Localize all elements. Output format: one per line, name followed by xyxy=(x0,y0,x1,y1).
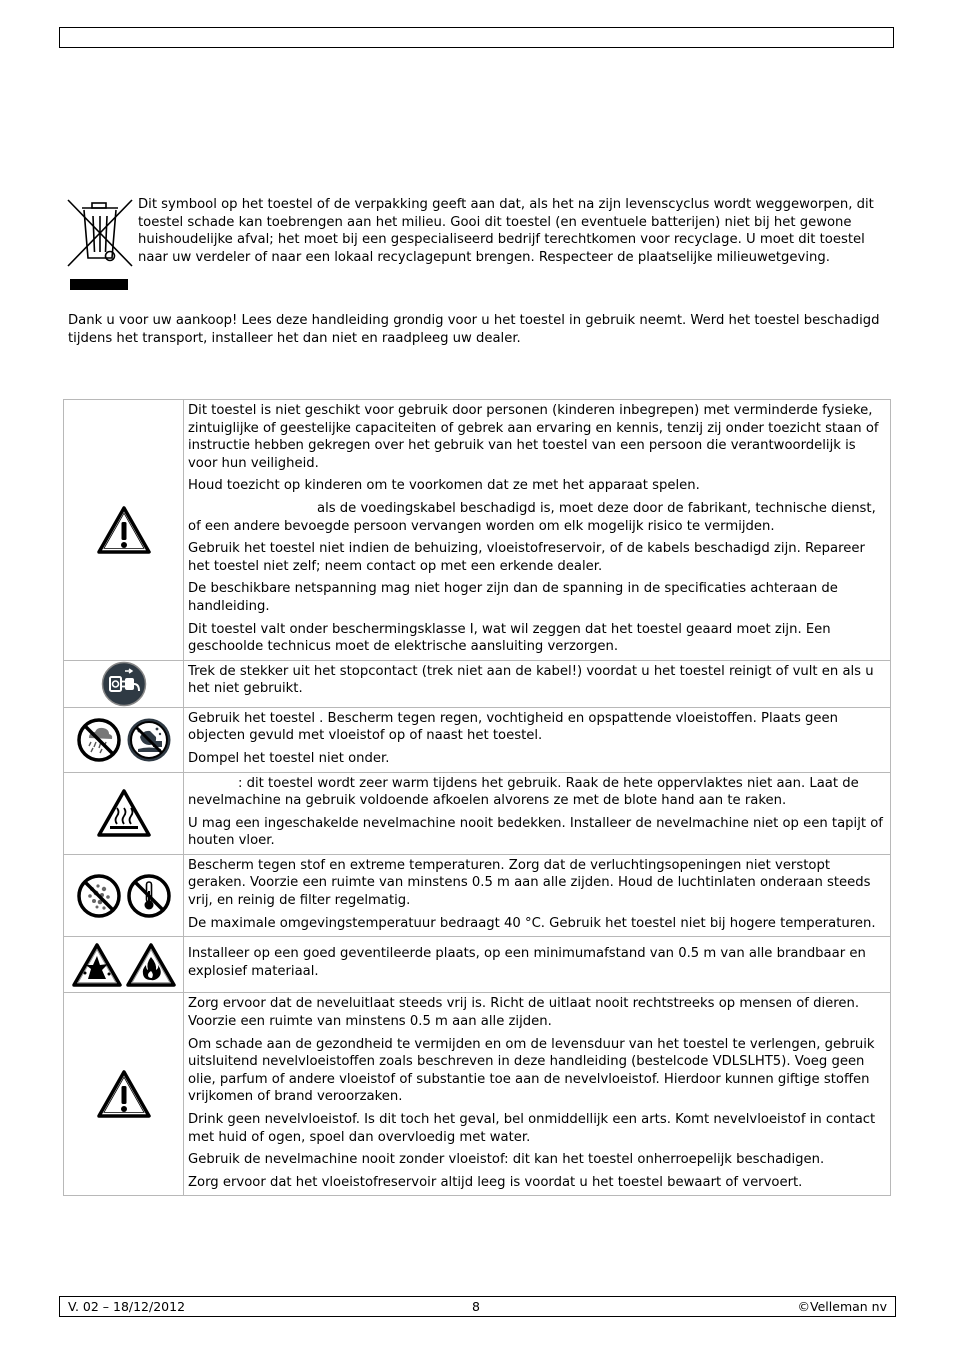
table-row xyxy=(64,707,891,772)
paragraph: als de voedingskabel beschadigd is, moet deze door de fabrikant, technische dienst, of een andere bevoegde persoon vervangen worden om elk mogelijk risico te vermijden. xyxy=(188,500,876,534)
paragraph: Zorg ervoor dat de neveluitlaat steeds vrij is. Richt de uitlaat nooit rechtstreeks op mensen of dieren. Voorzie een ruimte van minstens 0.5 m aan alle zijden. xyxy=(188,996,860,1030)
icon-cell xyxy=(64,772,184,854)
warning-icon xyxy=(96,505,152,555)
paragraph: Om schade aan de gezondheid te vermijden en om de levensduur van het toestel te verlengen, gebruik uitsluitend nevelvloeistoffen zoals beschreven in deze handleiding (bestelcode VDLSLHT5). Voeg geen olie, parfum of andere vloeistof of substantie toe aan de nevelvloeistof. Hierdoor kunnen giftige stoffen vrijkomen of brand veroorzaken. xyxy=(188,1036,875,1105)
paragraph: Houd toezicht op kinderen om te voorkomen dat ze met het apparaat spelen. xyxy=(188,478,700,494)
header-box xyxy=(59,27,894,48)
paragraph: U mag een ingeschakelde nevelmachine nooit bedekken. Installeer de nevelmachine niet op een tapijt of houten vloer. xyxy=(188,815,883,849)
text-cell xyxy=(184,660,891,707)
paragraph: De maximale omgevingstemperatuur bedraagt 40 °C. Gebruik het toestel niet bij hogere temperaturen. xyxy=(188,915,876,931)
paragraph: Drink geen nevelvloeistof. Is dit toch het geval, bel onmiddellijk een arts. Komt nevelvloeistof in contact met huid of ogen, spoel dan overvloedig met water. xyxy=(188,1112,876,1145)
no-splash-icon xyxy=(126,717,172,763)
table-row xyxy=(64,660,891,707)
icon-cell xyxy=(64,707,184,772)
paragraph: Gebruik de nevelmachine nooit zonder vloeistof: dit kan het toestel onherroepelijk beschadigen. xyxy=(188,1152,825,1168)
version-date: V. 02 – 18/12/2012 xyxy=(68,1299,186,1314)
page-footer xyxy=(59,1296,896,1317)
paragraph: : dit toestel wordt zeer warm tijdens het gebruik. Raak de hete oppervlaktes niet aan. Laat de nevelmachine na gebruik voldoende afkoelen alvorens ze met de blote hand aan te raken. xyxy=(188,775,859,809)
safety-instructions-table xyxy=(63,399,891,1196)
intro-text: Dank u voor uw aankoop! Lees deze handleiding grondig voor u het toestel in gebruik neemt. Werd het toestel beschadigd tijdens het transport, installeer het dan niet en raadpleeg uw dealer. xyxy=(68,313,880,346)
flammable-icon xyxy=(126,943,176,987)
page-number: 8 xyxy=(472,1299,480,1314)
paragraph: Gebruik het toestel . Bescherm tegen regen, vochtigheid en opspattende vloeistoffen. Plaats geen objecten gevuld met vloeistof op of naast het toestel. xyxy=(188,710,838,744)
paragraph: Dit toestel is niet geschikt voor gebruik door personen (kinderen inbegrepen) met verminderde fysieke, zintuiglijke of geestelijke capaciteiten of gebrek aan ervaring en kennis, tenzij zij onder toezicht staan of instructie hebben gekregen over het gebruik van het toestel van een persoon die verantwoordelijk is voor hun veiligheid. xyxy=(188,403,879,471)
table-row xyxy=(64,400,891,661)
weee-disposal-text: Dit symbool op het toestel of de verpakking geeft aan dat, als het na zijn levenscyclus wordt weggeworpen, dit toestel schade kan toebrengen aan het milieu. Gooi dit toestel (en eventuele batterijen) niet bij het gewone huishoudelijke afval; het moet bij een gespecialiseerd bedrijf terechtkomen voor recyclage. U moet dit toestel naar uw verdeler of naar een lokaal recyclagepunt brengen. Respecteer de plaatselijke milieuwetgeving. xyxy=(138,197,874,265)
paragraph: Installeer op een goed geventileerde plaats, op een minimumafstand van 0.5 m van alle brandbaar en explosief materiaal. xyxy=(188,946,866,979)
text-cell xyxy=(184,707,891,772)
copyright: ©Velleman nv xyxy=(797,1299,887,1314)
paragraph: De beschikbare netspanning mag niet hoger zijn dan de spanning in de specificaties achteraan de handleiding. xyxy=(188,581,838,614)
table-row xyxy=(64,993,891,1196)
unplug-icon xyxy=(101,661,147,707)
icon-cell xyxy=(64,400,184,661)
weee-crossed-bin-icon xyxy=(66,196,134,292)
warning-icon xyxy=(96,1069,152,1119)
hot-surface-icon xyxy=(96,788,152,838)
text-cell xyxy=(184,772,891,854)
text-cell xyxy=(184,937,891,993)
paragraph: Trek de stekker uit het stopcontact (trek niet aan de kabel!) voordat u het toestel reinigt of vult en als u het niet gebruikt. xyxy=(188,663,874,697)
no-extreme-temperature-icon xyxy=(126,873,172,919)
explosive-icon xyxy=(72,943,122,987)
paragraph: Zorg ervoor dat het vloeistofreservoir altijd leeg is voordat u het toestel bewaart of vervoert. xyxy=(188,1174,803,1190)
table-row xyxy=(64,854,891,936)
text-cell xyxy=(184,400,891,661)
no-rain-icon xyxy=(76,717,122,763)
icon-cell xyxy=(64,660,184,707)
icon-cell xyxy=(64,937,184,993)
no-dust-icon xyxy=(76,873,122,919)
paragraph: Dompel het toestel niet onder. xyxy=(188,750,390,766)
icon-cell xyxy=(64,854,184,936)
text-cell xyxy=(184,854,891,936)
paragraph: Gebruik het toestel niet indien de behuizing, vloeistofreservoir, of de kabels beschadigd zijn. Repareer het toestel niet zelf; neem contact op met een erkende dealer. xyxy=(188,541,865,574)
paragraph: Bescherm tegen stof en extreme temperaturen. Zorg dat de verluchtingsopeningen niet verstopt geraken. Voorzie een ruimte van minstens 0.5 m aan alle zijden. Houd de luchtinlaten onderaan steeds vrij, en reinig de filter regelmatig. xyxy=(188,857,871,909)
table-row xyxy=(64,772,891,854)
table-row xyxy=(64,937,891,993)
icon-cell xyxy=(64,993,184,1196)
paragraph: Dit toestel valt onder beschermingsklasse I, wat wil zeggen dat het toestel geaard moet zijn. Een geschoolde technicus moet de elektrische aansluiting verzorgen. xyxy=(188,621,831,655)
text-cell xyxy=(184,993,891,1196)
